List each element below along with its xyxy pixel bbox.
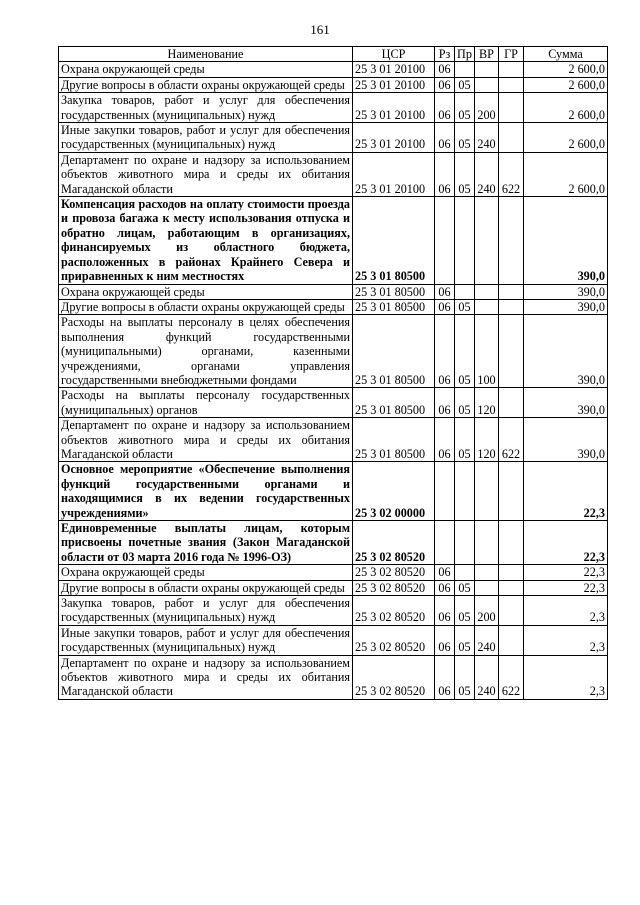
row-vr-cell [475,62,499,77]
row-pr-cell [455,462,475,521]
row-gr-cell [499,462,524,521]
row-pr-cell: 05 [455,299,475,314]
row-sum-cell: 390,0 [524,388,608,418]
row-name-cell: Закупка товаров, работ и услуг для обеспечения государственных (муниципальных) нужд [59,596,353,626]
row-csr-cell: 25 3 01 80500 [353,284,435,299]
row-gr-cell [499,565,524,580]
row-pr-cell: 05 [455,625,475,655]
row-sum-cell: 390,0 [524,299,608,314]
row-vr-cell: 200 [475,596,499,626]
row-sum-cell: 390,0 [524,197,608,284]
row-gr-cell [499,123,524,153]
row-vr-cell: 240 [475,123,499,153]
row-csr-cell: 25 3 01 20100 [353,152,435,196]
table-row [59,521,608,565]
table-row [59,315,608,388]
row-name-cell: Единовременные выплаты лицам, которым присвоены почетные звания (Закон Магаданской области от 03 марта 2016 года № 1996-ОЗ) [59,521,353,565]
row-rz-cell: 06 [435,62,455,77]
table-row [59,299,608,314]
row-name-cell: Иные закупки товаров, работ и услуг для обеспечения государственных (муниципальных) нужд [59,625,353,655]
col-header-vr: ВР [475,47,499,62]
row-vr-cell: 200 [475,93,499,123]
row-sum-cell: 2,3 [524,625,608,655]
row-name-cell: Департамент по охране и надзору за использованием объектов животного мира и среды их обитания Магаданской области [59,152,353,196]
row-rz-cell: 06 [435,418,455,462]
row-vr-cell [475,462,499,521]
row-gr-cell [499,62,524,77]
row-csr-cell: 25 3 01 80500 [353,388,435,418]
table-body [59,62,608,699]
table-row [59,284,608,299]
row-rz-cell: 06 [435,77,455,92]
row-pr-cell: 05 [455,388,475,418]
row-rz-cell: 06 [435,315,455,388]
row-name-cell: Другие вопросы в области охраны окружающей среды [59,77,353,92]
row-vr-cell [475,284,499,299]
row-pr-cell: 05 [455,123,475,153]
row-vr-cell: 240 [475,655,499,699]
row-gr-cell [499,596,524,626]
table-row [59,152,608,196]
table-row [59,596,608,626]
row-sum-cell: 2 600,0 [524,152,608,196]
table-header-row [59,47,608,62]
row-rz-cell [435,521,455,565]
row-csr-cell: 25 3 01 20100 [353,77,435,92]
table-row [59,197,608,284]
row-name-cell: Другие вопросы в области охраны окружающей среды [59,580,353,595]
col-header-csr: ЦСР [353,47,435,62]
row-sum-cell: 2 600,0 [524,77,608,92]
row-rz-cell: 06 [435,93,455,123]
row-csr-cell: 25 3 01 80500 [353,197,435,284]
row-gr-cell: 622 [499,152,524,196]
row-rz-cell: 06 [435,625,455,655]
row-csr-cell: 25 3 01 80500 [353,418,435,462]
row-csr-cell: 25 3 02 80520 [353,655,435,699]
table-row [59,580,608,595]
row-name-cell: Расходы на выплаты персоналу государственных (муниципальных) органов [59,388,353,418]
row-gr-cell [499,521,524,565]
row-csr-cell: 25 3 01 80500 [353,299,435,314]
row-pr-cell: 05 [455,152,475,196]
row-name-cell: Охрана окружающей среды [59,62,353,77]
row-gr-cell: 622 [499,418,524,462]
table-row [59,123,608,153]
table-row [59,77,608,92]
row-rz-cell: 06 [435,284,455,299]
row-sum-cell: 2 600,0 [524,93,608,123]
row-csr-cell: 25 3 01 20100 [353,123,435,153]
row-gr-cell [499,299,524,314]
row-csr-cell: 25 3 02 80520 [353,565,435,580]
table-row [59,388,608,418]
budget-table [58,46,608,700]
row-rz-cell: 06 [435,580,455,595]
row-pr-cell: 05 [455,655,475,699]
row-gr-cell [499,93,524,123]
row-name-cell: Другие вопросы в области охраны окружающей среды [59,299,353,314]
table-row [59,62,608,77]
row-sum-cell: 22,3 [524,521,608,565]
col-header-name: Наименование [59,47,353,62]
col-header-sum: Сумма [524,47,608,62]
row-name-cell: Охрана окружающей среды [59,284,353,299]
row-sum-cell: 2 600,0 [524,123,608,153]
row-csr-cell: 25 3 02 00000 [353,462,435,521]
table-row [59,565,608,580]
col-header-rz: Рз [435,47,455,62]
table-row [59,93,608,123]
row-name-cell: Охрана окружающей среды [59,565,353,580]
row-name-cell: Основное мероприятие «Обеспечение выполнения функций государственными органами и находящимися в их ведении государственных учреждениями» [59,462,353,521]
row-name-cell: Иные закупки товаров, работ и услуг для обеспечения государственных (муниципальных) нужд [59,123,353,153]
row-pr-cell: 05 [455,77,475,92]
row-csr-cell: 25 3 02 80520 [353,625,435,655]
row-vr-cell [475,521,499,565]
row-rz-cell [435,197,455,284]
page-number: 161 [310,22,330,37]
col-header-gr: ГР [499,47,524,62]
row-pr-cell: 05 [455,580,475,595]
row-pr-cell [455,62,475,77]
row-pr-cell: 05 [455,596,475,626]
table-row [59,462,608,521]
row-pr-cell [455,565,475,580]
row-rz-cell: 06 [435,596,455,626]
row-vr-cell: 240 [475,152,499,196]
row-pr-cell: 05 [455,315,475,388]
row-vr-cell [475,565,499,580]
row-vr-cell [475,580,499,595]
row-gr-cell [499,197,524,284]
row-csr-cell: 25 3 01 20100 [353,93,435,123]
row-vr-cell: 100 [475,315,499,388]
row-name-cell: Компенсация расходов на оплату стоимости проезда и провоза багажа к месту использования отпуска и обратно лицам, работающим в организациях, финансируемых из областного бюджета, расположенных в районах Крайнего Севера и приравненных к ним местностях [59,197,353,284]
row-name-cell: Департамент по охране и надзору за использованием объектов животного мира и среды их обитания Магаданской области [59,418,353,462]
row-rz-cell [435,462,455,521]
row-csr-cell: 25 3 01 20100 [353,62,435,77]
row-gr-cell [499,388,524,418]
row-gr-cell [499,315,524,388]
row-rz-cell: 06 [435,123,455,153]
row-sum-cell: 2,3 [524,596,608,626]
row-sum-cell: 390,0 [524,284,608,299]
row-name-cell: Департамент по охране и надзору за использованием объектов животного мира и среды их обитания Магаданской области [59,655,353,699]
table-row [59,418,608,462]
row-sum-cell: 2 600,0 [524,62,608,77]
row-sum-cell: 22,3 [524,565,608,580]
row-pr-cell [455,284,475,299]
row-vr-cell: 120 [475,388,499,418]
row-pr-cell [455,521,475,565]
row-vr-cell: 240 [475,625,499,655]
row-rz-cell: 06 [435,565,455,580]
row-sum-cell: 22,3 [524,462,608,521]
row-sum-cell: 390,0 [524,418,608,462]
row-pr-cell: 05 [455,418,475,462]
table-row [59,625,608,655]
row-sum-cell: 390,0 [524,315,608,388]
row-gr-cell: 622 [499,655,524,699]
row-vr-cell [475,77,499,92]
row-gr-cell [499,580,524,595]
row-csr-cell: 25 3 02 80520 [353,596,435,626]
row-sum-cell: 22,3 [524,580,608,595]
row-gr-cell [499,625,524,655]
row-rz-cell: 06 [435,152,455,196]
table-row [59,655,608,699]
row-rz-cell: 06 [435,655,455,699]
row-vr-cell [475,197,499,284]
row-gr-cell [499,284,524,299]
row-vr-cell [475,299,499,314]
row-gr-cell [499,77,524,92]
row-csr-cell: 25 3 02 80520 [353,521,435,565]
row-pr-cell: 05 [455,93,475,123]
row-csr-cell: 25 3 02 80520 [353,580,435,595]
row-name-cell: Расходы на выплаты персоналу в целях обеспечения выполнения функций государственными (муниципальными) органами, казенными учреждениями, органами управления государственными внебюджетными фондами [59,315,353,388]
row-name-cell: Закупка товаров, работ и услуг для обеспечения государственных (муниципальных) нужд [59,93,353,123]
row-csr-cell: 25 3 01 80500 [353,315,435,388]
row-pr-cell [455,197,475,284]
row-sum-cell: 2,3 [524,655,608,699]
row-rz-cell: 06 [435,299,455,314]
col-header-pr: Пр [455,47,475,62]
row-vr-cell: 120 [475,418,499,462]
row-rz-cell: 06 [435,388,455,418]
